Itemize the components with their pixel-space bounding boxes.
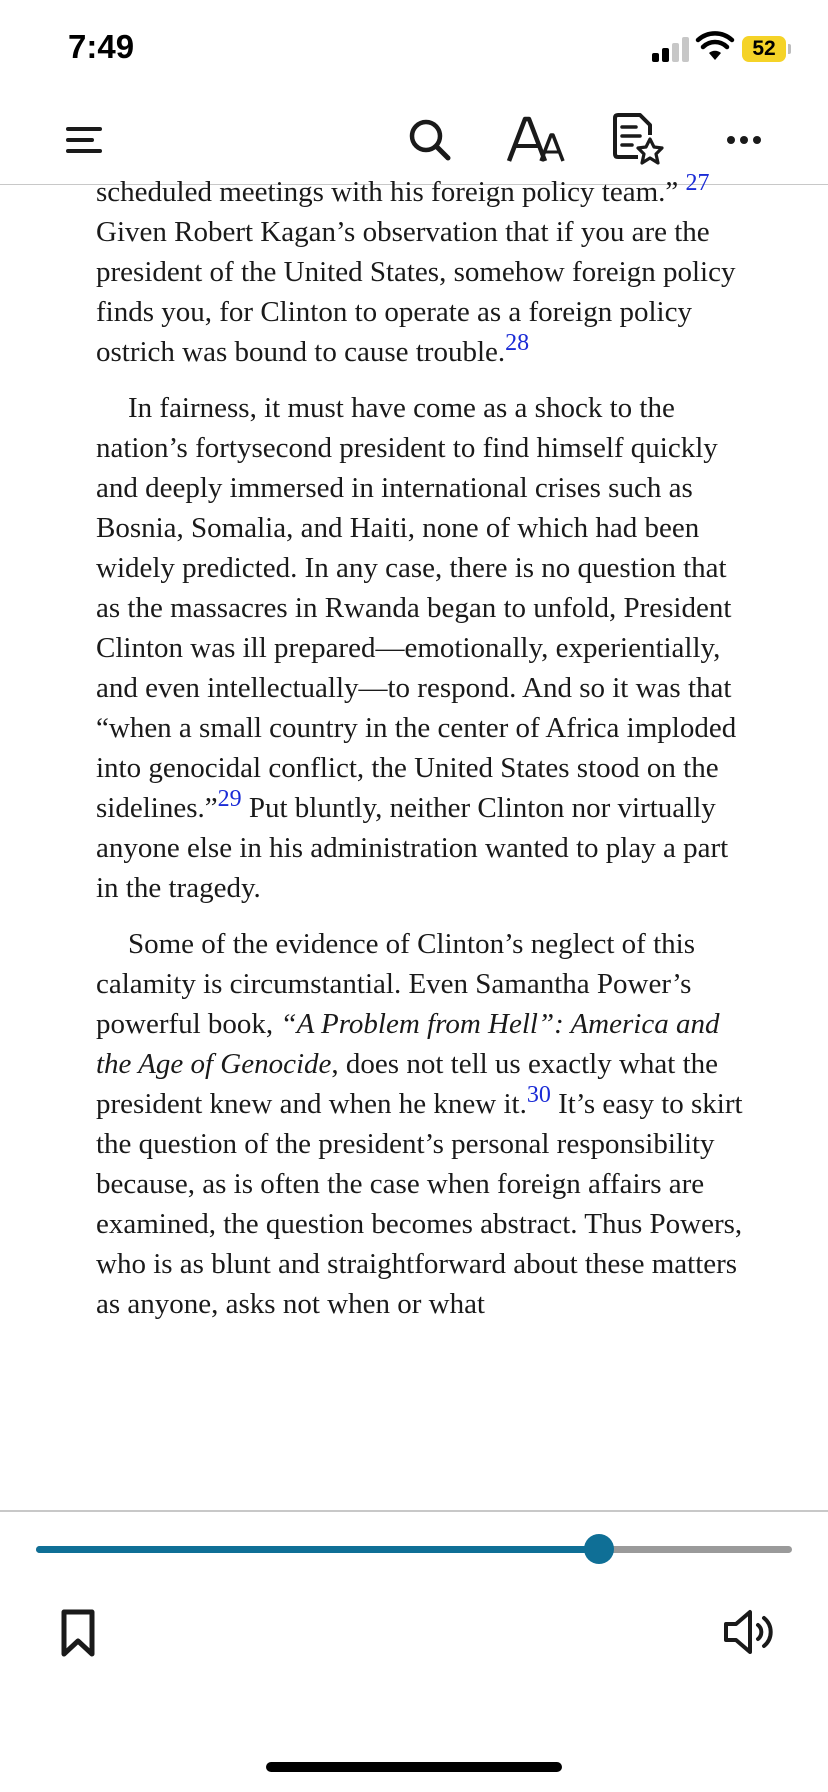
footnote-link[interactable]: 29 bbox=[217, 786, 242, 812]
paragraph bbox=[96, 924, 746, 1324]
hamburger-menu-icon bbox=[64, 123, 104, 157]
font-settings-icon bbox=[506, 115, 566, 165]
wifi-icon bbox=[697, 33, 733, 63]
paragraph-text: In fairness, it must have come as a shock to the nation’s fortysecond president to find himself quickly and deeply immersed in international crises such as Bosnia, Somalia, and Haiti, none of which had been widely predicted. In any case, there is no question that as the massacres in Rwanda began to unfold, President Clinton was ill prepared—emotionally, experientially, and even intellectually—to respond. And so it was that “when a small country in the center of Africa imploded into genocidal conflict, the United States stood on the sidelines.” bbox=[96, 392, 737, 824]
bookmark-button[interactable] bbox=[58, 1608, 98, 1658]
paragraph bbox=[96, 172, 746, 372]
cellular-signal-icon bbox=[652, 36, 690, 62]
reading-progress-slider[interactable] bbox=[36, 1546, 792, 1553]
notes-bookmarks-icon bbox=[612, 113, 664, 167]
read-aloud-button[interactable] bbox=[722, 1604, 778, 1660]
paragraph-text: scheduled meetings with his foreign policy team.” bbox=[96, 176, 686, 208]
home-indicator bbox=[266, 1762, 562, 1772]
font-settings-button[interactable] bbox=[500, 108, 572, 172]
footnote-link[interactable]: 27 bbox=[685, 170, 710, 196]
bottom-divider bbox=[0, 1510, 828, 1512]
footnote-link[interactable]: 28 bbox=[505, 330, 530, 356]
notes-button[interactable] bbox=[608, 108, 668, 172]
paragraph-text: , does not tell us exactly what the president knew and when he knew it. bbox=[96, 1048, 718, 1120]
footnote-link[interactable]: 30 bbox=[526, 1082, 551, 1108]
book-page[interactable] bbox=[0, 170, 828, 1510]
status-bar bbox=[0, 0, 828, 100]
search-icon bbox=[406, 116, 454, 164]
paragraph-text: It’s easy to skirt the question of the president’s personal responsibility because, as is often the case when foreign affairs are examined, the question becomes abstract. Thus Powers, who is as blunt and straightforward about these matters as anyone, asks not when or what bbox=[96, 1088, 743, 1320]
paragraph-text: Some of the evidence of Clinton’s neglect of this calamity is circumstantial. Even Samantha Power’s powerful book, bbox=[96, 928, 695, 1040]
paragraph-text: Put bluntly, neither Clinton nor virtually anyone else in his administration wanted to play a part in the tragedy. bbox=[96, 792, 729, 904]
paragraph-text: Given Robert Kagan’s observation that if you are the president of the United States, somehow foreign policy finds you, for Clinton to operate as a foreign policy ostrich was bound to cause trouble. bbox=[96, 216, 736, 368]
status-time: 7:49 bbox=[68, 28, 135, 65]
menu-button[interactable] bbox=[56, 108, 112, 172]
progress-fill bbox=[36, 1546, 599, 1553]
bookmark-icon bbox=[58, 1608, 98, 1658]
search-button[interactable] bbox=[400, 108, 460, 172]
book-text bbox=[96, 172, 746, 1340]
battery-indicator: 52 bbox=[742, 36, 786, 62]
progress-thumb[interactable] bbox=[584, 1534, 614, 1564]
book-title-italic: “A Problem from Hell”: America and the Age of Genocide bbox=[96, 1008, 720, 1080]
more-options-icon bbox=[726, 134, 762, 146]
more-options-button[interactable] bbox=[716, 108, 772, 172]
battery-cap bbox=[788, 44, 791, 54]
paragraph bbox=[96, 388, 746, 908]
speaker-icon bbox=[722, 1604, 778, 1660]
